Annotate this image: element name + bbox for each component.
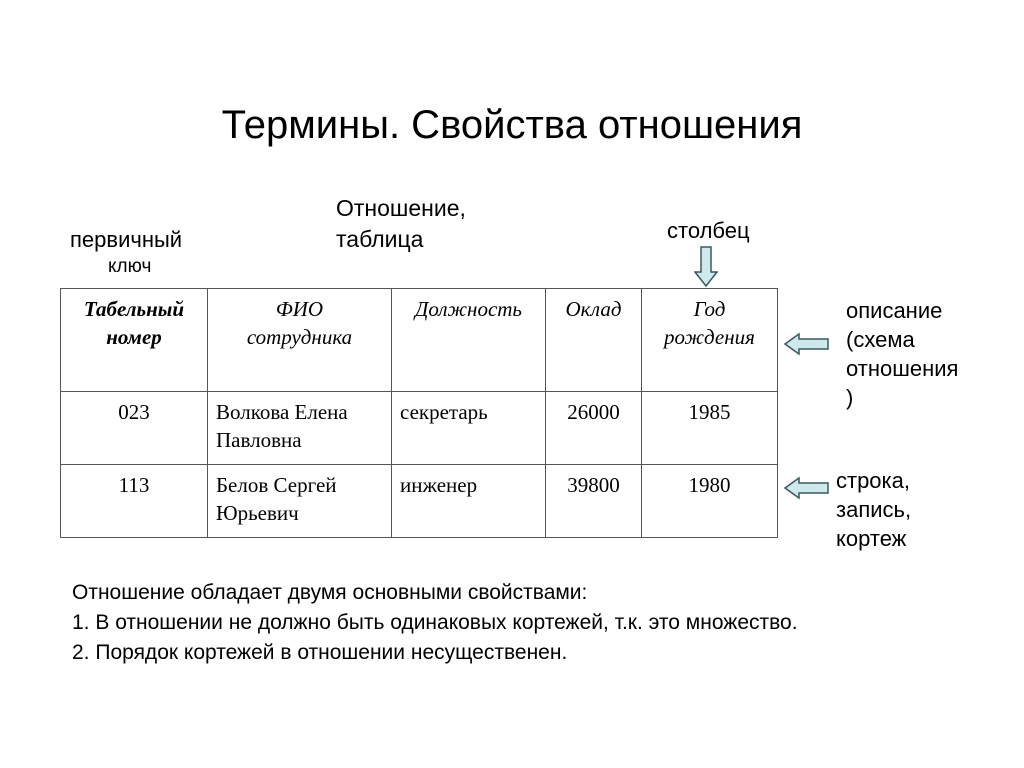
table-cell: 39800 bbox=[546, 465, 642, 538]
table-row bbox=[61, 392, 778, 465]
table-cell: Белов Сергей Юрьевич bbox=[208, 465, 392, 538]
relation-label-line: Отношение, bbox=[336, 195, 466, 221]
schema-label-line: описание bbox=[846, 298, 943, 323]
header-cell: Оклад bbox=[546, 289, 642, 392]
table-row bbox=[61, 465, 778, 538]
slide-title: Термины. Свойства отношения bbox=[221, 103, 803, 147]
header-cell: Должность bbox=[392, 289, 546, 392]
table-cell: секретарь bbox=[392, 392, 546, 465]
table-cell: 1980 bbox=[642, 465, 778, 538]
relation-label-line: таблица bbox=[336, 226, 424, 252]
column-label: столбец bbox=[667, 218, 750, 243]
left-arrow-icon bbox=[784, 476, 830, 500]
table-cell: 023 bbox=[61, 392, 208, 465]
relation-label bbox=[336, 193, 466, 255]
properties-line: 2. Порядок кортежей в отношении несущественен. bbox=[72, 641, 568, 664]
table-header-row bbox=[61, 289, 778, 392]
row-label-line: запись, bbox=[836, 497, 912, 522]
row-label-line: кортеж bbox=[836, 526, 907, 551]
properties-text bbox=[72, 578, 798, 668]
table-cell: 26000 bbox=[546, 392, 642, 465]
row-label-line: строка, bbox=[836, 468, 911, 493]
down-arrow-icon bbox=[694, 246, 718, 288]
table-cell: инженер bbox=[392, 465, 546, 538]
header-cell: Табельный номер bbox=[61, 289, 208, 392]
schema-label-line: (схема bbox=[846, 327, 915, 352]
row-label bbox=[836, 466, 911, 553]
table-cell: 1985 bbox=[642, 392, 778, 465]
relation-table bbox=[60, 288, 778, 538]
left-arrow-icon bbox=[784, 332, 830, 356]
schema-label-line: отношения bbox=[846, 356, 959, 381]
header-cell: Год рождения bbox=[642, 289, 778, 392]
header-cell: ФИО сотрудника bbox=[208, 289, 392, 392]
primary-key-label-line1: первичный bbox=[70, 227, 183, 252]
properties-line: Отношение обладает двумя основными свойствами: bbox=[72, 581, 588, 604]
table-cell: 113 bbox=[61, 465, 208, 538]
primary-key-label-line2: ключ bbox=[108, 256, 152, 277]
schema-label-line: ) bbox=[846, 385, 854, 410]
properties-line: 1. В отношении не должно быть одинаковых кортежей, т.к. это множество. bbox=[72, 611, 798, 634]
table-cell: Волкова Елена Павловна bbox=[208, 392, 392, 465]
schema-label bbox=[846, 296, 958, 412]
